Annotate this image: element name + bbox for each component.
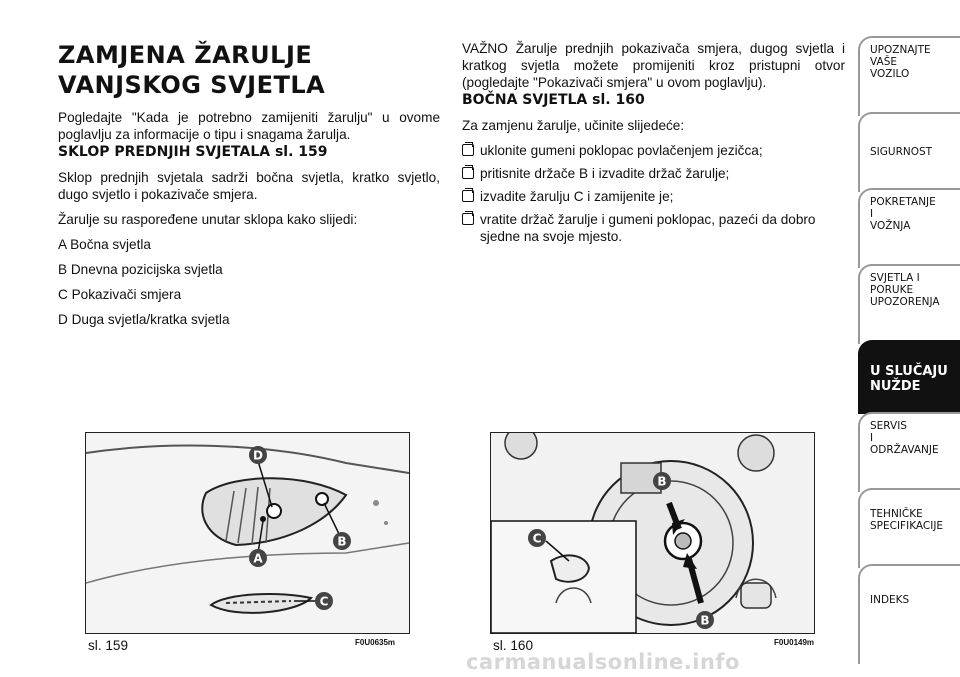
svg-text:B: B — [700, 613, 710, 628]
svg-text:B: B — [337, 534, 347, 549]
callout-label-b-bottom — [696, 611, 714, 629]
figure-159-code: F0U0635m — [355, 638, 396, 647]
legend-item: C Pokazivači smjera — [58, 287, 182, 302]
figure-160-side-light — [490, 432, 815, 634]
right-column — [462, 40, 845, 251]
checkbox-icon — [462, 190, 474, 202]
figure-160-caption: sl. 160 — [493, 638, 534, 653]
headlight-illustration — [86, 433, 409, 633]
callout-label-c — [528, 529, 546, 547]
figure-160-code: F0U0149m — [774, 638, 815, 647]
tab-u-slucaju-nuzde[interactable]: U SLUČAJU NUŽDE — [858, 340, 960, 414]
checkbox-icon — [462, 167, 474, 179]
callout-label-c — [315, 592, 333, 610]
callout-label-d — [249, 446, 267, 464]
legend-item: D Duga svjetla/kratka svjetla — [58, 312, 230, 327]
svg-text:B: B — [657, 474, 667, 489]
tab-pokretanje-i-voznja[interactable]: POKRETANJE I VOŽNJA — [858, 188, 960, 268]
callout-label-b-top — [653, 472, 671, 490]
section-title-headlights: SKLOP PREDNJIH SVJETALA sl. 159 — [58, 144, 328, 160]
tab-servis-i-odrzavanje[interactable]: SERVIS I ODRŽAVANJE — [858, 412, 960, 492]
tab-upoznajte-vase-vozilo[interactable]: UPOZNAJTE VAŠE VOZILO — [858, 36, 960, 116]
figure-159-caption: sl. 159 — [88, 638, 129, 653]
step-item: vratite držač žarulje i gumeni poklopac, pazeći da dobro sjedne na svoje mjesto. — [462, 211, 845, 245]
legend-item: B Dnevna pozicijska svjetla — [58, 262, 223, 277]
svg-text:A: A — [253, 551, 263, 566]
svg-text:C: C — [532, 531, 542, 546]
important-note: VAŽNO Žarulje prednjih pokazivača smjera, dugog svjetla i kratkog svjetla možete promijeniti kroz pristupni otvor (pogledajte "Pokazivači smjera" u ovom poglavlju). — [462, 41, 845, 90]
callout-label-b — [333, 532, 351, 550]
checkbox-icon — [462, 213, 474, 225]
callout-label-a — [249, 549, 267, 567]
step-item: uklonite gumeni poklopac povlačenjem jezičca; — [462, 142, 845, 159]
legend-item: A Bočna svjetla — [58, 237, 151, 252]
checkbox-icon — [462, 144, 474, 156]
headlights-description: Sklop prednjih svjetala sadrži bočna svjetla, kratko svjetlo, dugo svjetlo i pokazivače smjera. — [58, 170, 440, 202]
step-item: pritisnite držače B i izvadite držač žarulje; — [462, 165, 845, 182]
bulb-layout-text: Žarulje su raspoređene unutar sklopa kako slijedi: — [58, 212, 358, 227]
svg-text:C: C — [319, 594, 329, 609]
left-column — [58, 40, 440, 328]
tab-tehnicke-specifikacije[interactable]: TEHNIČKE SPECIFIKACIJE — [858, 488, 960, 568]
intro-paragraph: Pogledajte "Kada je potrebno zamijeniti žarulju" u ovome poglavlju za informacije o tipu i snagama žarulja. — [58, 110, 440, 142]
side-light-illustration — [491, 433, 814, 633]
watermark: carmanualsonline.info — [466, 650, 740, 674]
section-title-side-lights: BOČNA SVJETLA sl. 160 — [462, 92, 645, 108]
svg-text:D: D — [253, 448, 263, 463]
page-title: ZAMJENA ŽARULJE VANJSKOG SVJETLA — [58, 41, 326, 99]
steps-lead: Za zamjenu žarulje, učinite slijedeće: — [462, 118, 685, 133]
step-item: izvadite žarulju C i zamijenite je; — [462, 188, 845, 205]
tab-svjetla-i-poruke[interactable]: SVJETLA I PORUKE UPOZORENJA — [858, 264, 960, 344]
tab-sigurnost[interactable]: SIGURNOST — [858, 112, 960, 192]
tab-indeks[interactable]: INDEKS — [858, 564, 960, 664]
steps-list — [462, 142, 845, 245]
figure-159-headlight — [85, 432, 410, 634]
